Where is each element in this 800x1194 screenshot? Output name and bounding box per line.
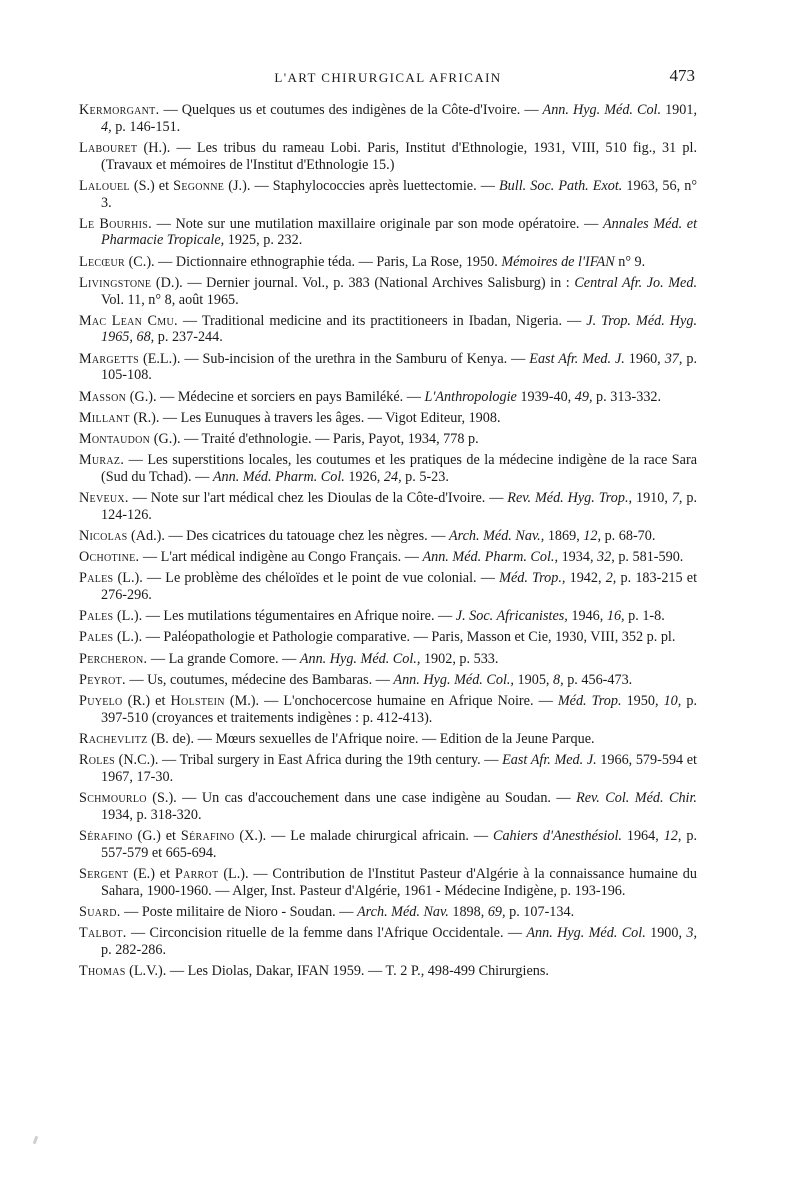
reference-entry xyxy=(79,140,697,173)
journal-title: 7, xyxy=(671,490,683,507)
reference-text: (S.) et xyxy=(129,177,174,194)
journal-title: 12, xyxy=(583,527,602,544)
author-name: Montaudon xyxy=(79,430,151,447)
author-name: Kermorgant. xyxy=(79,102,160,118)
reference-entry xyxy=(79,904,697,921)
reference-text: 1939-40, xyxy=(516,388,575,405)
author-name: Millant xyxy=(79,409,130,426)
author-name: Muraz. xyxy=(79,452,125,469)
author-name: Rachevlitz xyxy=(79,731,148,747)
reference-entry xyxy=(79,629,697,646)
journal-title: 24, xyxy=(383,468,402,485)
reference-entry xyxy=(79,313,697,346)
reference-text: (R.). — Les Eunuques à travers les âges. — Vigot Editeur, 1908. xyxy=(129,409,501,426)
reference-text: 1869, xyxy=(544,527,584,544)
reference-text: (E.L.). — Sub-incision of the urethra in the Samburu of Kenya. — xyxy=(139,350,530,367)
author-name: Margetts xyxy=(79,350,140,367)
running-header xyxy=(79,62,697,92)
author-name: Masson xyxy=(79,388,127,405)
reference-entry xyxy=(79,693,697,726)
reference-entry xyxy=(79,490,697,523)
reference-entry xyxy=(79,790,697,823)
reference-entry xyxy=(79,672,697,689)
reference-text: (M.). — L'onchocercose humaine en Afrique Noire. — xyxy=(224,693,558,710)
reference-text: 1901, xyxy=(661,102,698,118)
reference-entry xyxy=(79,963,697,980)
reference-text: (G.). — Médecine et sorciers en pays Bamiléké. — xyxy=(126,388,425,405)
reference-text: n° 9. xyxy=(614,253,646,270)
author-name: Roles xyxy=(79,752,115,769)
reference-entry xyxy=(79,570,697,603)
reference-text: (E.) et xyxy=(128,865,175,882)
reference-entry xyxy=(79,389,697,406)
reference-entry xyxy=(79,431,697,448)
author-name: Lalouel xyxy=(79,177,130,194)
journal-title: Ann. Hyg. Méd. Col., xyxy=(393,671,514,688)
journal-title: East Afr. Med. J. xyxy=(502,752,597,769)
journal-title: Arch. Méd. Nav. xyxy=(357,903,449,920)
author-name: Labouret xyxy=(79,139,138,156)
reference-text: p. 146-151. xyxy=(111,118,181,135)
journal-title: 3, xyxy=(686,925,698,942)
bibliography-list xyxy=(79,102,697,980)
reference-text: — Note sur une mutilation maxillaire originale par son mode opératoire. — xyxy=(151,215,603,232)
journal-title: 4, xyxy=(101,118,112,135)
reference-text: p. 557-579 et 665-694. xyxy=(101,828,697,861)
journal-title: Annales Méd. et Pharmacie Tropicale, xyxy=(101,215,698,249)
journal-title: 16, xyxy=(606,608,625,625)
running-title: L'ART CHIRURGICAL AFRICAIN xyxy=(274,70,502,85)
author-name: Nicolas xyxy=(79,527,128,544)
reference-text: (G.) et xyxy=(132,828,181,845)
reference-text: — Us, coutumes, médecine des Bambaras. — xyxy=(125,671,394,688)
reference-text: (L.V.). — Les Diolas, Dakar, IFAN 1959. — T. 2 P., 498-499 Chirurgiens. xyxy=(125,962,549,979)
journal-title: Central Afr. Jo. Med. xyxy=(574,274,697,291)
author-name: Neveux. xyxy=(79,490,129,507)
reference-text: p. 124-126. xyxy=(101,490,698,523)
author-name: Mac Lean Cmu. xyxy=(79,312,178,329)
journal-title: 8, xyxy=(553,671,564,688)
journal-title: East Afr. Med. J. xyxy=(529,350,625,367)
reference-text: p. 183-215 et 276-296. xyxy=(101,570,698,604)
scan-mark xyxy=(33,1136,39,1145)
reference-text: (R.) et xyxy=(122,693,171,710)
reference-text: p. 237-244. xyxy=(154,329,223,346)
journal-title: J. Trop. Méd. Hyg. 1965, 68, xyxy=(101,312,697,346)
journal-title: 10, xyxy=(663,693,682,710)
reference-text: (L.). — Contribution de l'Institut Pasteur d'Algérie à la connaissance humaine du Sahara, 1900-1960. — Alger, Inst. Pasteur d'Algérie, 1961 - Médecine Indigène, p. 193-196. xyxy=(101,865,697,899)
journal-title: 32, xyxy=(597,549,615,566)
reference-text: (G.). — Traité d'ethnologie. — Paris, Payot, 1934, 778 p. xyxy=(150,430,479,447)
author-name: Livingstone xyxy=(79,274,152,291)
reference-text: p. 397-510 (croyances et traitements indigènes : p. 412-413). xyxy=(101,693,698,726)
author-name: Talbot. xyxy=(79,925,127,942)
reference-text: — Les superstitions locales, les coutumes et les pratiques de la médecine indigène de la race Sara (Sud du Tchad). — xyxy=(101,452,697,485)
reference-text: — Circoncision rituelle de la femme dans l'Afrique Occidentale. — xyxy=(126,925,527,942)
journal-title: Rev. Méd. Hyg. Trop., xyxy=(507,490,633,507)
journal-title: Ann. Hyg. Méd. Col. xyxy=(542,102,662,118)
author-name: Thomas xyxy=(79,962,126,979)
reference-entry xyxy=(79,866,697,899)
author-name: Sergent xyxy=(79,865,129,882)
reference-text: (Ad.). — Des cicatrices du tatouage chez les nègres. — xyxy=(127,527,449,544)
reference-text: 1946, xyxy=(567,608,607,625)
reference-text: 1934, xyxy=(558,549,598,566)
author-name: Puyelo xyxy=(79,693,123,710)
journal-title: 37, xyxy=(664,350,683,367)
reference-text: p. 5-23. xyxy=(401,468,449,485)
author-name: Suard. xyxy=(79,903,121,920)
reference-text: — Note sur l'art médical chez les Dioulas de la Côte-d'Ivoire. — xyxy=(128,490,508,507)
author-name: Peyrot. xyxy=(79,671,126,688)
reference-text: (C.). — Dictionnaire ethnographie téda. — Paris, La Rose, 1950. xyxy=(125,253,502,270)
reference-text: 1950, xyxy=(621,693,664,710)
reference-text: 1898, xyxy=(448,903,488,920)
reference-text: — L'art médical indigène au Congo Français. — xyxy=(139,549,423,566)
journal-title: Ann. Hyg. Méd. Col. xyxy=(526,925,646,942)
reference-text: (S.). — Un cas d'accouchement dans une case indigène au Soudan. — xyxy=(146,790,577,807)
reference-entry xyxy=(79,216,697,249)
reference-text: 1926, xyxy=(344,468,384,485)
reference-text: p. 313-332. xyxy=(592,388,662,405)
reference-entry xyxy=(79,752,697,785)
author-name: Le Bourhis. xyxy=(79,215,152,232)
author-name: Pales xyxy=(79,608,114,625)
journal-title: Ann. Hyg. Méd. Col., xyxy=(299,650,421,667)
author-name: Sérafino xyxy=(180,828,235,845)
reference-text: p. 282-286. xyxy=(101,941,167,958)
reference-entry xyxy=(79,102,697,135)
reference-text: — Poste militaire de Nioro - Soudan. — xyxy=(120,903,358,920)
author-name: Parrot xyxy=(174,865,219,882)
author-name: Ochotine. xyxy=(79,549,140,566)
reference-text: 1942, xyxy=(565,570,606,587)
author-name: Pales xyxy=(79,629,114,646)
author-name: Pales xyxy=(79,570,114,587)
page-number: 473 xyxy=(669,66,695,85)
reference-entry xyxy=(79,549,697,566)
reference-text: Vol. 11, n° 8, août 1965. xyxy=(101,291,239,308)
reference-text: 1900, xyxy=(645,925,687,942)
reference-text: 1963, 56, n° 3. xyxy=(101,177,697,211)
reference-text: (B. de). — Mœurs sexuelles de l'Afrique noire. — Edition de la Jeune Parque. xyxy=(147,731,595,747)
reference-text: p. 105-108. xyxy=(101,350,698,384)
author-name: Holstein xyxy=(170,693,225,710)
reference-text: (L.). — Les mutilations tégumentaires en Afrique noire. — xyxy=(113,608,456,625)
reference-text: 1934, p. 318-320. xyxy=(101,806,202,823)
reference-entry xyxy=(79,925,697,958)
reference-entry xyxy=(79,828,697,861)
reference-text: (H.). — Les tribus du rameau Lobi. Paris, Institut d'Ethnologie, 1931, VIII, 510 fig., 31 pl. (Travaux et mémoires de l'Institut d'Ethnologie 15.) xyxy=(101,139,697,173)
reference-text: (D.). — Dernier journal. Vol., p. 383 (National Archives Salisburg) in : xyxy=(151,274,575,291)
author-name: Sérafino xyxy=(79,828,133,845)
journal-title: Ann. Méd. Pharm. Col. xyxy=(212,468,345,485)
journal-title: Rev. Col. Méd. Chir. xyxy=(576,790,697,807)
reference-text: 1905, xyxy=(513,671,553,688)
reference-text: (L.). — Le problème des chéloïdes et le point de vue colonial. — xyxy=(113,570,500,587)
reference-text: (X.). — Le malade chirurgical africain. — xyxy=(234,828,493,845)
reference-entry xyxy=(79,351,697,384)
reference-text: (N.C.). — Tribal surgery in East Africa during the 19th century. — xyxy=(114,752,503,769)
reference-entry xyxy=(79,452,697,485)
journal-title: 2, xyxy=(605,570,617,587)
reference-text: p. 581-590. xyxy=(614,549,684,566)
journal-title: Méd. Trop. xyxy=(557,693,622,710)
reference-text: 1964, xyxy=(621,828,664,845)
journal-title: 12, xyxy=(663,828,682,845)
reference-text: p. 456-473. xyxy=(563,671,633,688)
journal-title: Méd. Trop., xyxy=(499,570,566,587)
journal-title: Arch. Méd. Nav., xyxy=(448,527,545,544)
reference-text: 1902, p. 533. xyxy=(420,650,499,667)
reference-text: (L.). — Paléopathologie et Pathologie comparative. — Paris, Masson et Cie, 1930, VIII, 352 p. pl. xyxy=(113,629,676,646)
journal-title: J. Soc. Africanistes, xyxy=(455,608,568,625)
journal-title: 49, xyxy=(574,388,593,405)
reference-entry xyxy=(79,410,697,427)
reference-text: — La grande Comore. — xyxy=(147,650,300,667)
reference-entry xyxy=(79,275,697,308)
author-name: Percheron. xyxy=(79,650,148,667)
journal-title: Mémoires de l'IFAN xyxy=(501,253,615,270)
reference-entry xyxy=(79,731,697,748)
reference-text: 1910, xyxy=(632,490,672,507)
reference-text: 1925, p. 232. xyxy=(224,232,303,249)
journal-title: 69, xyxy=(487,903,506,920)
reference-text: 1960, xyxy=(624,350,665,367)
reference-entry xyxy=(79,608,697,625)
author-name: Schmourlo xyxy=(79,790,147,807)
reference-entry xyxy=(79,254,697,271)
reference-text: — Quelques us et coutumes des indigènes de la Côte-d'Ivoire. — xyxy=(159,102,543,118)
journal-title: Cahiers d'Anesthésiol. xyxy=(493,828,622,845)
reference-text: (J.). — Staphylococcies après luettectomie. — xyxy=(224,177,499,194)
reference-text: — Traditional medicine and its practitioneers in Ibadan, Nigeria. — xyxy=(177,312,587,329)
reference-entry xyxy=(79,178,697,211)
reference-text: p. 68-70. xyxy=(601,527,656,544)
journal-title: L'Anthropologie xyxy=(424,388,517,405)
journal-title: Ann. Méd. Pharm. Col., xyxy=(422,549,559,566)
journal-title: Bull. Soc. Path. Exot. xyxy=(499,177,623,194)
author-name: Segonne xyxy=(173,177,225,194)
reference-text: p. 107-134. xyxy=(505,903,575,920)
author-name: Lecœur xyxy=(79,253,126,270)
page xyxy=(79,62,697,984)
reference-text: p. 1-8. xyxy=(624,608,665,625)
reference-text: 1966, 579-594 et 1967, 17-30. xyxy=(101,752,697,785)
reference-entry xyxy=(79,528,697,545)
reference-entry xyxy=(79,651,697,668)
